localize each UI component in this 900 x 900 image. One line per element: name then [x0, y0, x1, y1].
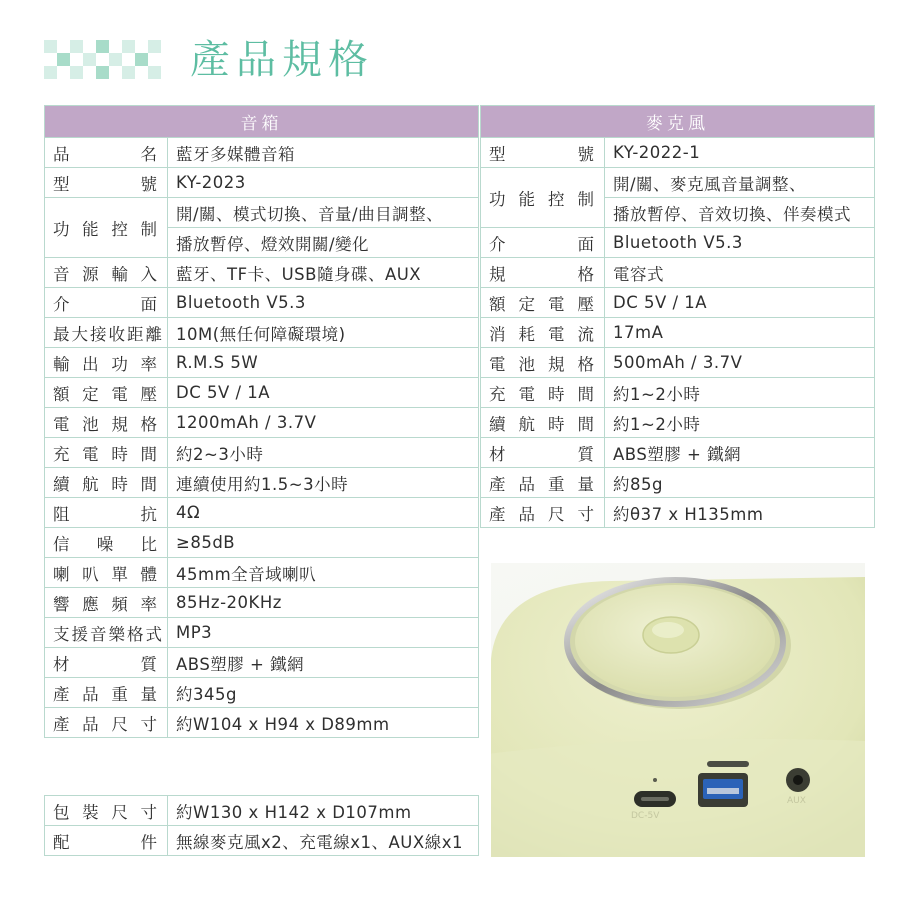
speaker-table-header: 音箱 [45, 106, 479, 138]
speaker-spec-value: 約W104 x H94 x D89mm [168, 708, 479, 738]
checker-square [70, 40, 83, 53]
speaker-spec-value: 藍牙多媒體音箱 [168, 138, 479, 168]
microphone-table-header: 麥克風 [481, 106, 875, 138]
speaker-illustration [491, 563, 865, 857]
speaker-spec-row [45, 438, 479, 468]
speaker-spec-label: 品名 [45, 138, 168, 168]
speaker-spec-row [45, 408, 479, 438]
speaker-spec-label: 產品重量 [45, 678, 168, 708]
mic-spec-value: 17mA [605, 318, 875, 348]
speaker-spec-label: 續航時間 [45, 468, 168, 498]
speaker-spec-value: 45mm全音域喇叭 [168, 558, 479, 588]
mic-spec-value: 500mAh / 3.7V [605, 348, 875, 378]
speaker-spec-row [45, 708, 479, 738]
speaker-spec-label: 信噪比 [45, 528, 168, 558]
mic-spec-label: 型號 [481, 138, 605, 168]
speaker-spec-label: 輸出功率 [45, 348, 168, 378]
mic-spec-value: 播放暫停、音效切換、伴奏模式 [605, 198, 875, 228]
speaker-spec-label: 額定電壓 [45, 378, 168, 408]
speaker-spec-value: 10M(無任何障礙環境) [168, 318, 479, 348]
speaker-spec-row [45, 468, 479, 498]
mic-spec-row [481, 348, 875, 378]
checker-square [83, 53, 96, 66]
checker-square [57, 53, 70, 66]
speaker-spec-label: 充電時間 [45, 438, 168, 468]
checker-square [96, 40, 109, 53]
speaker-spec-row [45, 318, 479, 348]
speaker-spec-value: DC 5V / 1A [168, 378, 479, 408]
mic-spec-label: 額定電壓 [481, 288, 605, 318]
mic-spec-label: 材質 [481, 438, 605, 468]
speaker-spec-row [45, 198, 479, 228]
mic-spec-row [481, 318, 875, 348]
speaker-spec-row [45, 138, 479, 168]
mic-spec-row [481, 408, 875, 438]
package-spec-value: 約W130 x H142 x D107mm [168, 796, 479, 826]
speaker-spec-label: 型號 [45, 168, 168, 198]
port-label-dc: DC-5V [631, 811, 660, 821]
mic-spec-row [481, 498, 875, 528]
speaker-spec-value: 1200mAh / 3.7V [168, 408, 479, 438]
speaker-spec-value: KY-2023 [168, 168, 479, 198]
speaker-spec-value: MP3 [168, 618, 479, 648]
mic-spec-value: DC 5V / 1A [605, 288, 875, 318]
speaker-spec-row [45, 498, 479, 528]
package-spec-table [44, 795, 479, 856]
speaker-spec-value: 連續使用約1.5~3小時 [168, 468, 479, 498]
speaker-spec-value: 藍牙、TF卡、USB隨身碟、AUX [168, 258, 479, 288]
mic-spec-label: 介面 [481, 228, 605, 258]
mic-spec-label: 續航時間 [481, 408, 605, 438]
mic-spec-label: 產品重量 [481, 468, 605, 498]
speaker-spec-value: R.M.S 5W [168, 348, 479, 378]
page-title: 產品規格 [190, 37, 374, 83]
speaker-spec-value: 4Ω [168, 498, 479, 528]
speaker-spec-label: 電池規格 [45, 408, 168, 438]
speaker-spec-value: 85Hz-20KHz [168, 588, 479, 618]
mic-spec-value: ABS塑膠 + 鐵網 [605, 438, 875, 468]
speaker-spec-label: 產品尺寸 [45, 708, 168, 738]
mic-spec-value: 電容式 [605, 258, 875, 288]
speaker-spec-value: Bluetooth V5.3 [168, 288, 479, 318]
microphone-spec-table [480, 105, 875, 528]
product-photo [491, 563, 865, 857]
speaker-spec-value: 播放暫停、燈效開關/變化 [168, 228, 479, 258]
mic-spec-row [481, 258, 875, 288]
mic-spec-value: KY-2022-1 [605, 138, 875, 168]
speaker-spec-label: 音源輸入 [45, 258, 168, 288]
speaker-spec-value: 開/關、模式切換、音量/曲目調整、 [168, 198, 479, 228]
speaker-spec-row [45, 678, 479, 708]
speaker-spec-value: ≥85dB [168, 528, 479, 558]
mic-spec-value: 開/關、麥克風音量調整、 [605, 168, 875, 198]
mic-spec-row [481, 138, 875, 168]
checker-square [44, 40, 57, 53]
speaker-spec-value: 約345g [168, 678, 479, 708]
port-label-aux: AUX [787, 796, 806, 806]
checker-square [148, 66, 161, 79]
mic-spec-row [481, 468, 875, 498]
package-spec-label: 配件 [45, 826, 168, 856]
mic-spec-label: 電池規格 [481, 348, 605, 378]
speaker-spec-label: 最大接收距離 [45, 318, 168, 348]
speaker-spec-row [45, 378, 479, 408]
speaker-spec-label: 阻抗 [45, 498, 168, 528]
checker-square [44, 66, 57, 79]
speaker-spec-row [45, 588, 479, 618]
mic-spec-value: 約1~2小時 [605, 408, 875, 438]
mic-spec-label: 消耗電流 [481, 318, 605, 348]
package-spec-value: 無線麥克風x2、充電線x1、AUX線x1 [168, 826, 479, 856]
checker-square [135, 53, 148, 66]
mic-spec-label: 充電時間 [481, 378, 605, 408]
checker-square [96, 66, 109, 79]
speaker-spec-value: ABS塑膠 + 鐵網 [168, 648, 479, 678]
mic-spec-row [481, 378, 875, 408]
speaker-spec-row [45, 618, 479, 648]
speaker-spec-table [44, 105, 479, 738]
speaker-spec-label: 功能控制 [45, 198, 168, 258]
package-spec-label: 包裝尺寸 [45, 796, 168, 826]
mic-spec-row [481, 228, 875, 258]
speaker-spec-label: 支援音樂格式 [45, 618, 168, 648]
mic-spec-row [481, 438, 875, 468]
checker-square [122, 66, 135, 79]
mic-spec-value: 約θ37 x H135mm [605, 498, 875, 528]
speaker-spec-row [45, 528, 479, 558]
speaker-spec-row [45, 558, 479, 588]
mic-spec-row [481, 288, 875, 318]
package-spec-row [45, 796, 479, 826]
mic-spec-value: 約1~2小時 [605, 378, 875, 408]
checker-square [109, 53, 122, 66]
mic-spec-label: 功能控制 [481, 168, 605, 228]
checker-square [70, 66, 83, 79]
speaker-spec-row [45, 168, 479, 198]
speaker-spec-value: 約2~3小時 [168, 438, 479, 468]
checker-square [122, 40, 135, 53]
checker-square [148, 40, 161, 53]
speaker-spec-label: 喇叭單體 [45, 558, 168, 588]
speaker-spec-row [45, 348, 479, 378]
mic-spec-label: 規格 [481, 258, 605, 288]
mic-spec-value: 約85g [605, 468, 875, 498]
speaker-spec-row [45, 648, 479, 678]
mic-spec-row [481, 168, 875, 198]
speaker-spec-label: 響應頻率 [45, 588, 168, 618]
speaker-spec-label: 介面 [45, 288, 168, 318]
speaker-spec-row [45, 258, 479, 288]
speaker-spec-label: 材質 [45, 648, 168, 678]
checker-pattern-decoration [44, 36, 162, 82]
speaker-spec-row [45, 288, 479, 318]
package-spec-row [45, 826, 479, 856]
mic-spec-label: 產品尺寸 [481, 498, 605, 528]
mic-spec-value: Bluetooth V5.3 [605, 228, 875, 258]
